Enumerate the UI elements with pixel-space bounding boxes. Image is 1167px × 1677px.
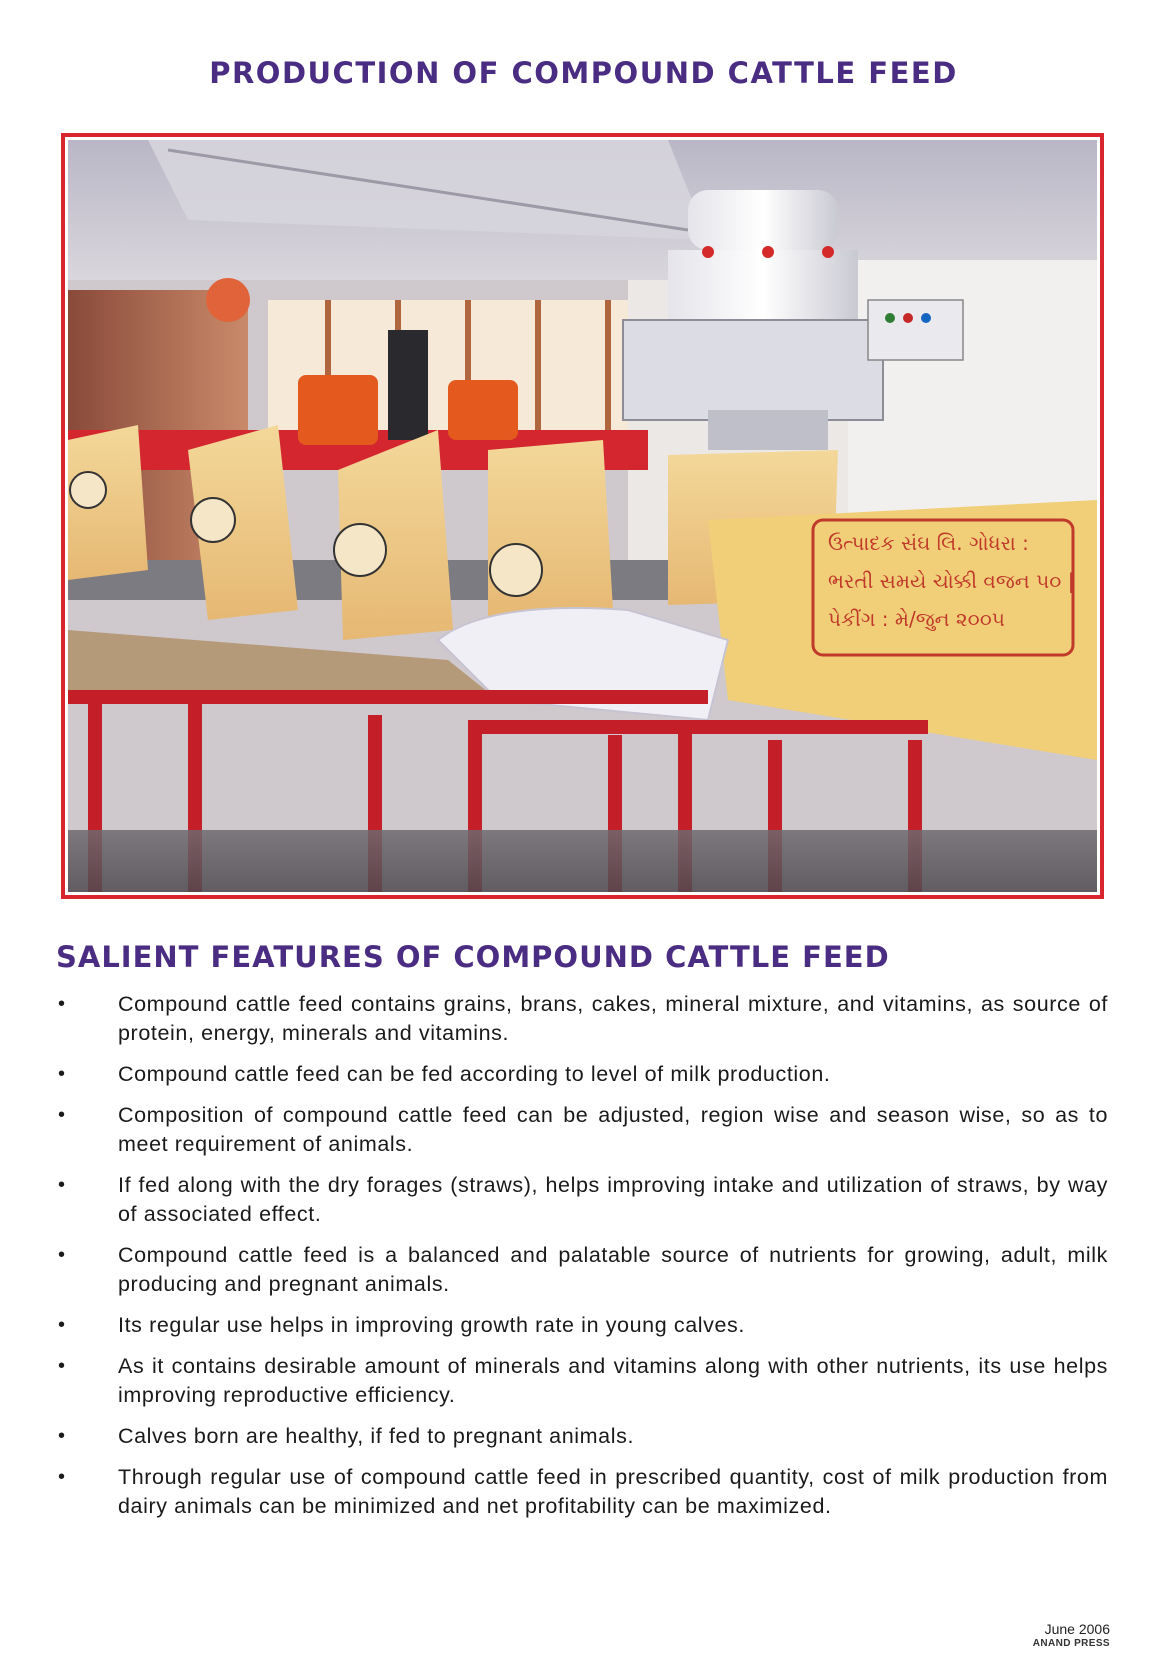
list-item <box>56 1101 1108 1159</box>
feature-text: Compound cattle feed contains grains, brans, cakes, mineral mixture, and vitamins, as source of protein, energy, minerals and vitamins. <box>118 992 1108 1045</box>
bullet-icon: • <box>58 1466 66 1488</box>
list-item <box>56 1241 1108 1299</box>
feature-text: Calves born are healthy, if fed to pregnant animals. <box>118 1424 635 1448</box>
feature-text: As it contains desirable amount of minerals and vitamins along with other nutrients, its use helps improving reproductive efficiency. <box>118 1354 1108 1407</box>
bullet-icon: • <box>58 1104 66 1126</box>
feature-text: Compound cattle feed can be fed according to level of milk production. <box>118 1062 831 1086</box>
bag-label-line-1: ઉત્પાદક સંઘ લિ. ગોધરા : <box>828 531 1029 555</box>
feature-text: Its regular use helps in improving growth rate in young calves. <box>118 1313 745 1337</box>
feature-text: If fed along with the dry forages (straws), helps improving intake and utilization of straws, by way of associated effect. <box>118 1173 1108 1226</box>
list-item <box>56 1463 1108 1521</box>
features-list <box>56 990 1108 1533</box>
list-item <box>56 1422 1108 1451</box>
list-item <box>56 1352 1108 1410</box>
bullet-icon: • <box>58 1174 66 1196</box>
bag-label-line-3: પેકીંગ : મે/જુન ૨૦૦૫ <box>828 607 1005 631</box>
feature-text: Through regular use of compound cattle feed in prescribed quantity, cost of milk production from dairy animals can be minimized and net profitability can be maximized. <box>118 1465 1108 1518</box>
page-title: PRODUCTION OF COMPOUND CATTLE FEED <box>209 56 958 90</box>
feature-text: Compound cattle feed is a balanced and palatable source of nutrients for growing, adult, milk producing and pregnant animals. <box>118 1243 1108 1296</box>
list-item <box>56 1171 1108 1229</box>
bullet-icon: • <box>58 1355 66 1377</box>
bag-label-line-2: ભરતી સમયે ચોક્કી વજન ૫૦ | <box>828 569 1075 593</box>
footer-date: June 2006 <box>1044 1621 1110 1637</box>
section-heading: SALIENT FEATURES OF COMPOUND CATTLE FEED <box>56 940 890 974</box>
photo-illustration <box>68 140 1097 892</box>
list-item <box>56 1060 1108 1089</box>
feed-plant-photo <box>61 133 1104 899</box>
bullet-icon: • <box>58 993 66 1015</box>
feature-text: Composition of compound cattle feed can be adjusted, region wise and season wise, so as to meet requirement of animals. <box>118 1103 1108 1156</box>
list-item <box>56 990 1108 1048</box>
bullet-icon: • <box>58 1244 66 1266</box>
bullet-icon: • <box>58 1314 66 1336</box>
footer-press: ANAND PRESS <box>1032 1638 1110 1649</box>
list-item <box>56 1311 1108 1340</box>
bullet-icon: • <box>58 1425 66 1447</box>
bullet-icon: • <box>58 1063 66 1085</box>
